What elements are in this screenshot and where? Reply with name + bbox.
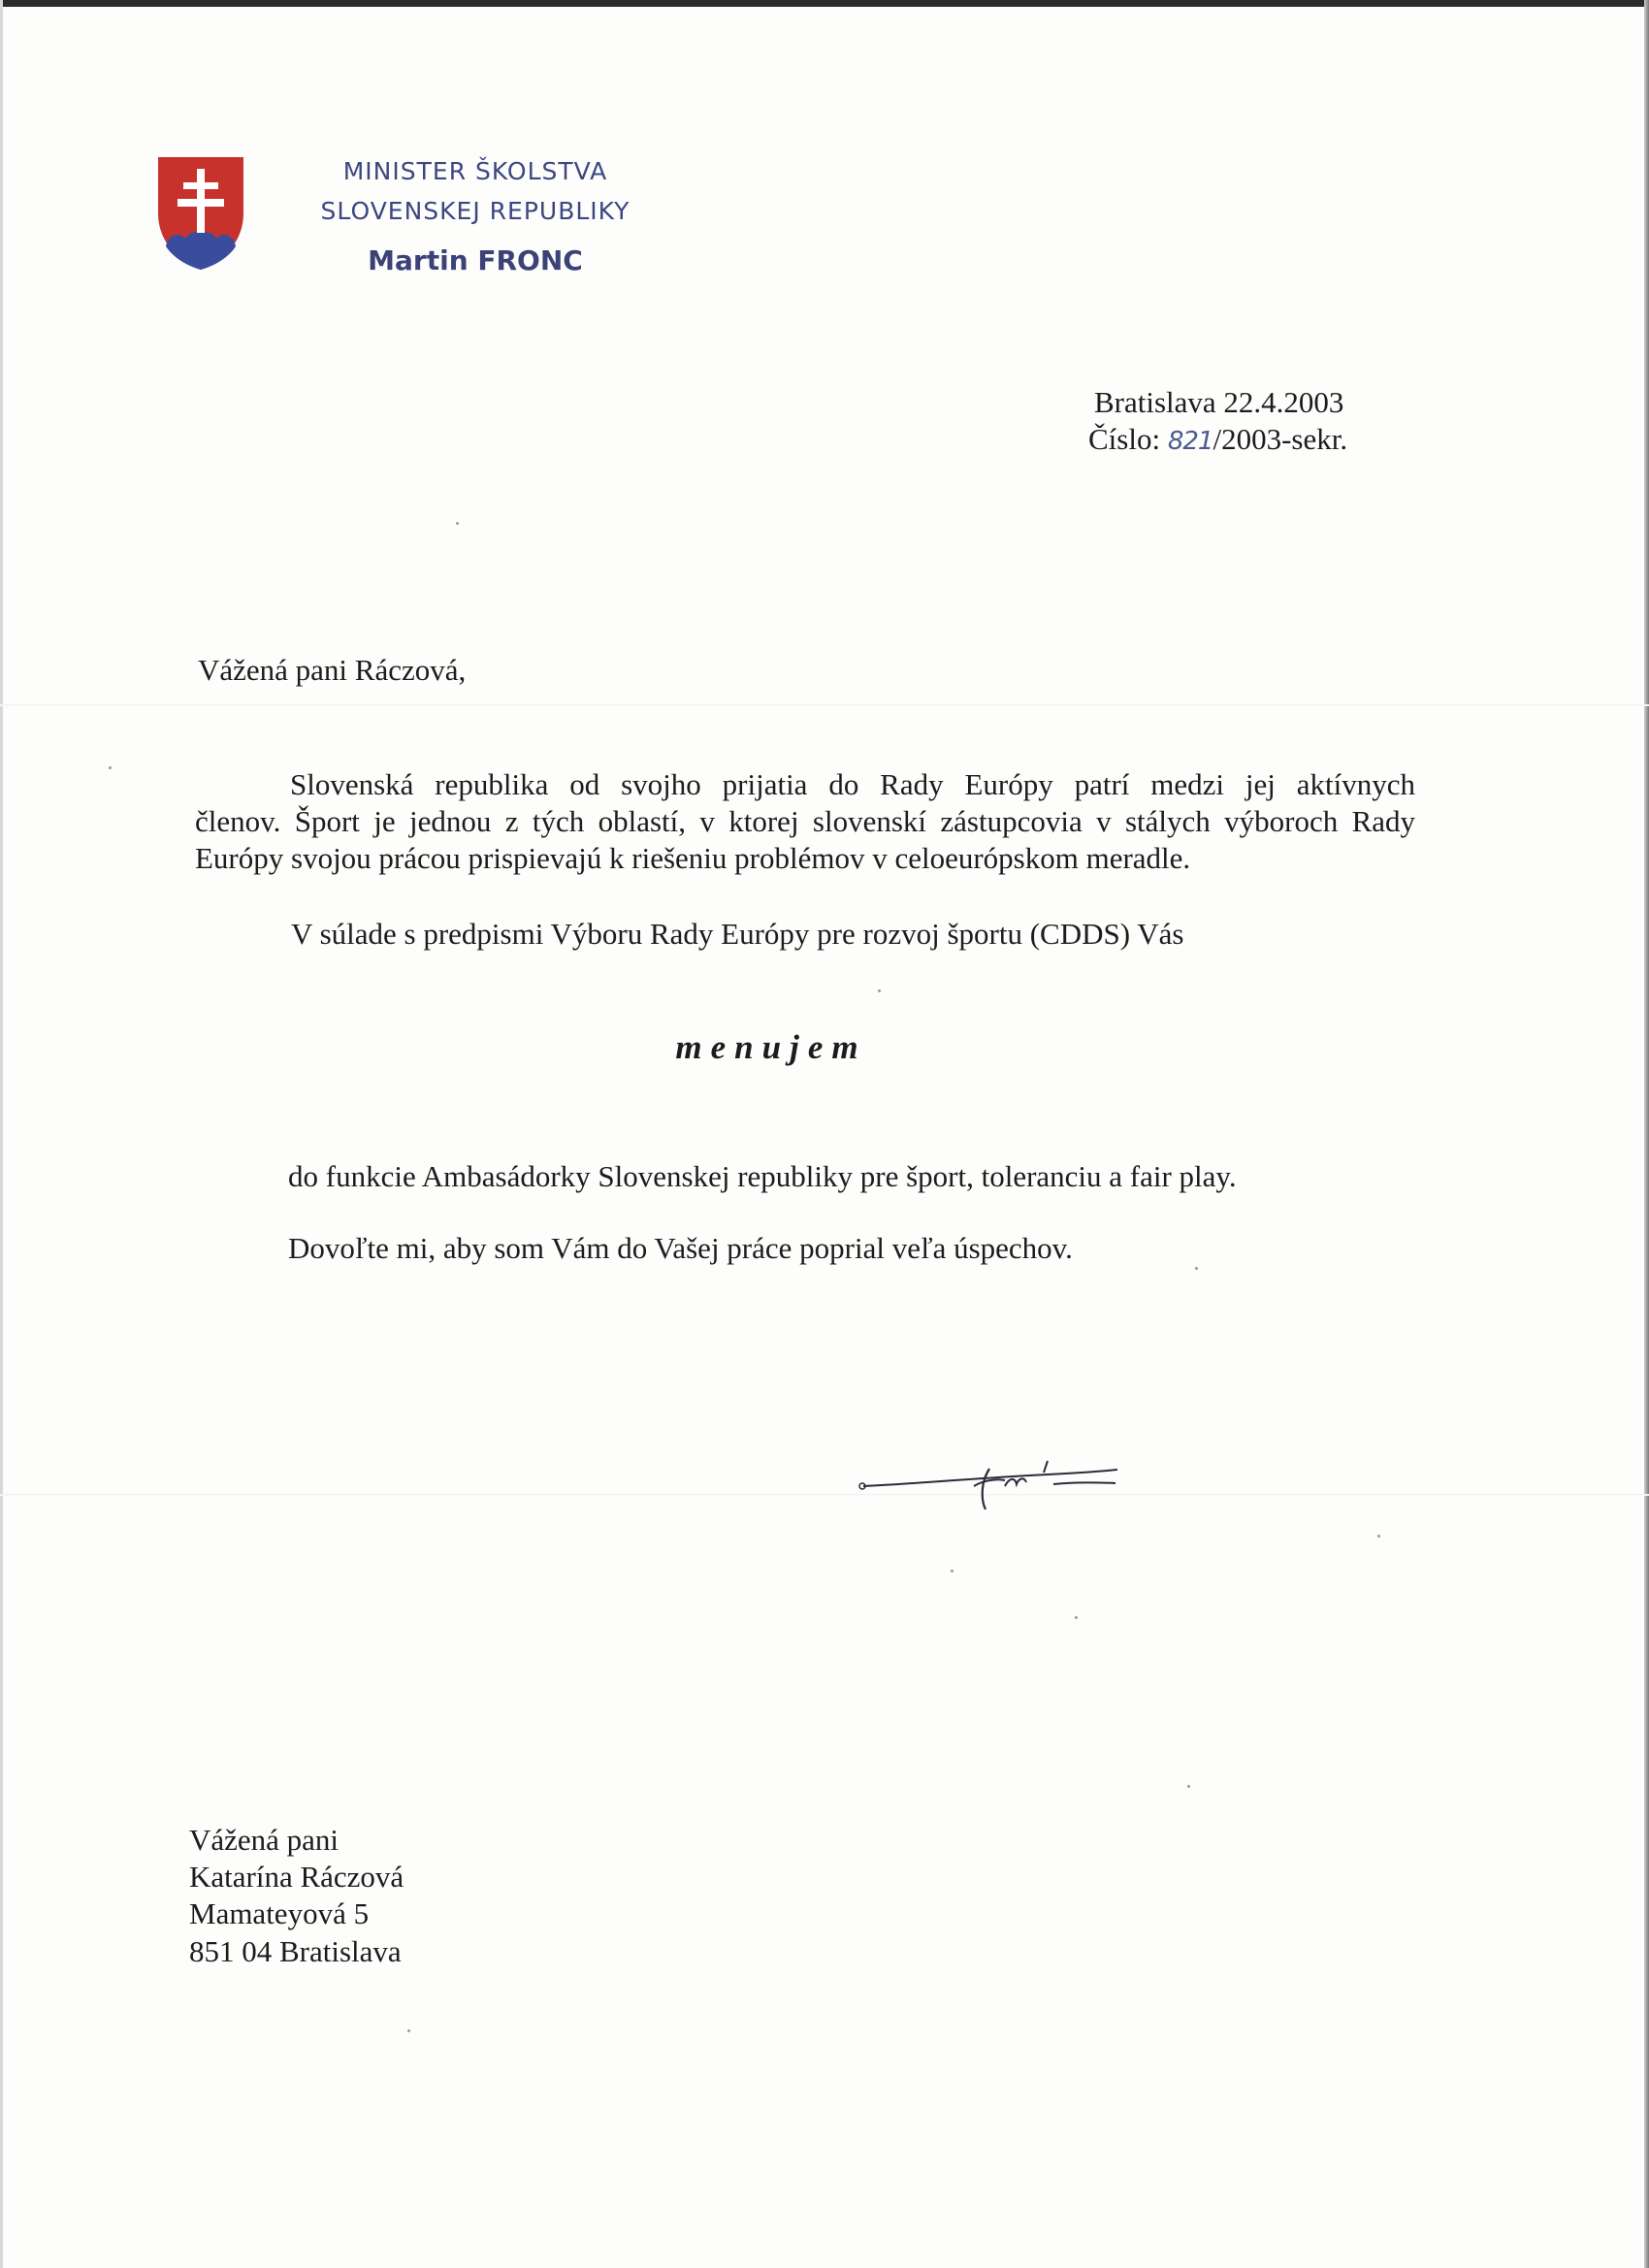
- scan-speck: [951, 1570, 954, 1572]
- letterhead-subtitle: SLOVENSKEJ REPUBLIKY: [320, 197, 630, 225]
- paragraph-wishes: Dovoľte mi, aby som Vám do Vašej práce poprial veľa úspechov.: [288, 1231, 1073, 1265]
- scan-speck: [878, 989, 881, 992]
- paragraph-line: Európy svojou prácou prispievajú k riešeniu problémov v celoeurópskom meradle.: [195, 841, 1191, 875]
- recipient-city: 851 04 Bratislava: [189, 1934, 402, 1968]
- scan-edge-top: [0, 0, 1649, 7]
- slovak-coat-of-arms-icon: [154, 153, 247, 274]
- salutation: Vážená pani Ráczová,: [198, 653, 467, 687]
- paragraph-introduction: [195, 766, 1415, 877]
- handwritten-signature-icon: [854, 1440, 1145, 1517]
- reference-suffix: /2003-sekr.: [1212, 422, 1348, 456]
- scan-speck: [1377, 1535, 1380, 1538]
- scan-edge-left: [0, 0, 3, 2268]
- reference-label: Číslo:: [1088, 422, 1168, 456]
- paper-fold-line: [0, 704, 1649, 706]
- reference-number: [1088, 421, 1347, 460]
- handwritten-reference-number: 821: [1167, 427, 1213, 456]
- recipient-name: Katarína Ráczová: [189, 1860, 404, 1894]
- appointment-word: menujem: [675, 1028, 867, 1066]
- letterhead-title: MINISTER ŠKOLSTVA: [342, 157, 608, 185]
- recipient-street: Mamateyová 5: [189, 1896, 370, 1930]
- paragraph-function: do funkcie Ambasádorky Slovenskej republiky pre šport, toleranciu a fair play.: [288, 1159, 1237, 1193]
- scan-speck: [109, 766, 112, 769]
- recipient-salutation: Vážená pani: [189, 1823, 340, 1857]
- paragraph-regulation: V súlade s predpismi Výboru Rady Európy pre rozvoj športu (CDDS) Vás: [291, 917, 1184, 951]
- scan-edge-right: [1644, 0, 1649, 2268]
- scan-speck: [407, 2029, 410, 2032]
- letterhead-minister-name: Martin FRONC: [368, 244, 583, 276]
- scan-speck: [1195, 1267, 1198, 1270]
- place-date: Bratislava 22.4.2003: [1094, 385, 1344, 419]
- paper-fold-line: [0, 1494, 1649, 1496]
- scan-speck: [1187, 1785, 1190, 1788]
- scan-speck: [1075, 1616, 1078, 1619]
- scan-speck: [456, 522, 459, 525]
- paragraph-line: Slovenská republika od svojho prijatia do Rady Európy patrí medzi jej aktívnych: [290, 767, 1415, 801]
- paragraph-line: členov. Šport je jednou z tých oblastí, v ktorej slovenskí zástupcovia v stálych výboroch Rady: [195, 804, 1415, 838]
